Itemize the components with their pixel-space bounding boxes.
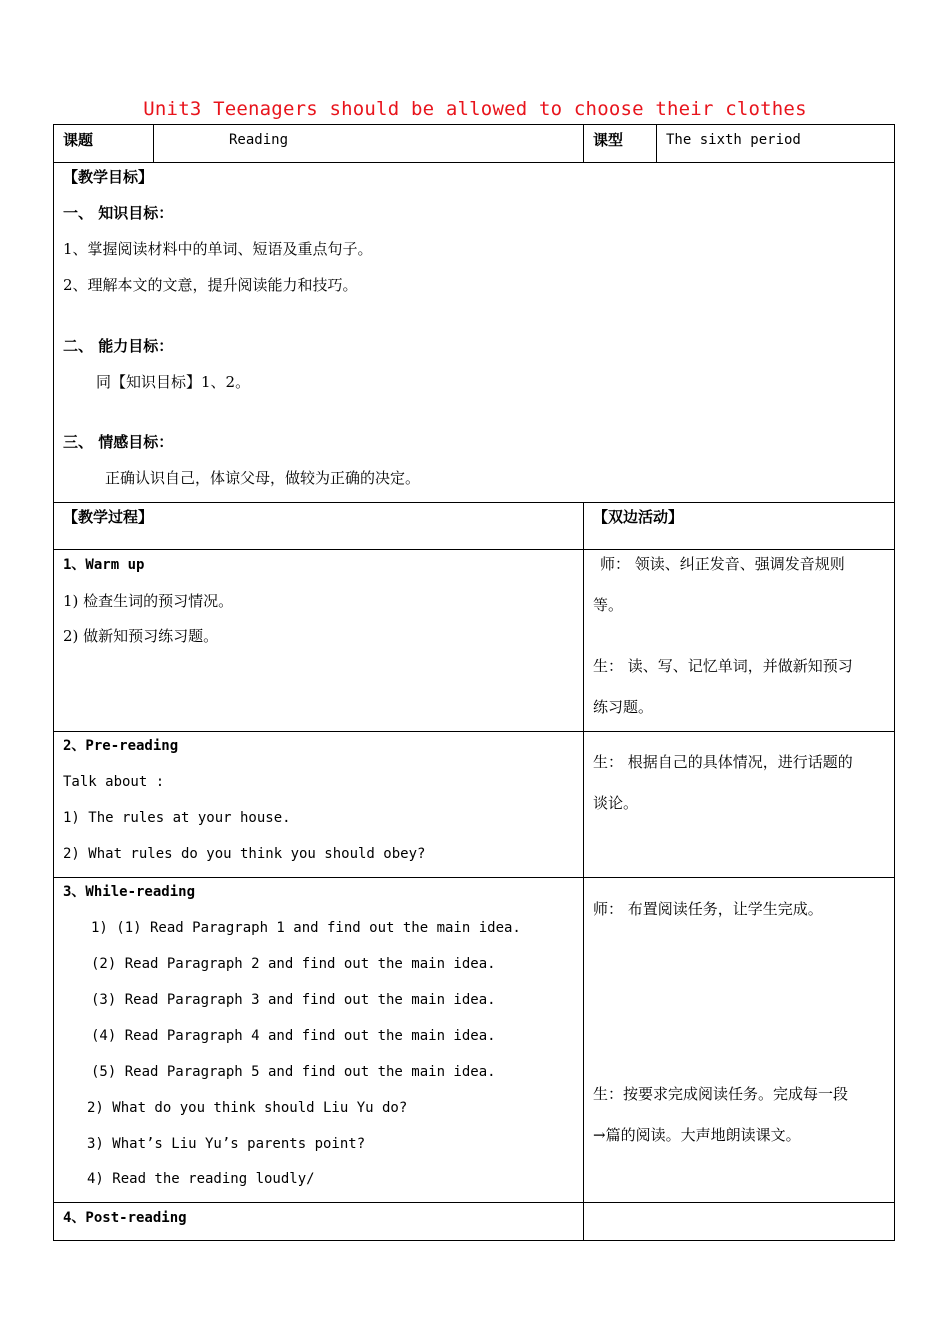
row-divider <box>53 502 895 503</box>
prereading-student-cont: 谈论。 <box>593 794 639 812</box>
warmup-item: 1) 检查生词的预习情况。 <box>63 592 234 610</box>
whilereading-question: 2) What do you think should Liu Yu do? <box>87 1100 408 1116</box>
knowledge-item: 1、掌握阅读材料中的单词、短语及重点句子。 <box>63 240 373 258</box>
prereading-student: 生： 根据自己的具体情况，进行话题的 <box>593 753 853 771</box>
emotion-label: 三、 情感目标： <box>63 433 174 451</box>
whilereading-item: (2) Read Paragraph 2 and find out the main idea. <box>91 956 496 972</box>
row-divider <box>53 1202 895 1203</box>
whilereading-item: 1) (1) Read Paragraph 1 and find out the main idea. <box>91 920 521 936</box>
col-divider <box>583 502 584 1241</box>
warmup-student-cont: 练习题。 <box>593 698 654 716</box>
ability-label: 二、 能力目标： <box>63 337 174 355</box>
activity-heading: 【双边活动】 <box>593 508 684 526</box>
row-divider <box>53 549 895 550</box>
whilereading-item: (5) Read Paragraph 5 and find out the main idea. <box>91 1064 496 1080</box>
prereading-title: 2、Pre-reading <box>63 738 179 754</box>
whilereading-question: 4) Read the reading loudly/ <box>87 1171 315 1187</box>
warmup-title: 1、Warm up <box>63 557 145 573</box>
warmup-teacher-cont: 等。 <box>593 596 624 614</box>
topic-label: 课题 <box>63 131 94 149</box>
row-divider <box>53 731 895 732</box>
knowledge-item: 2、理解本文的文意，提升阅读能力和技巧。 <box>63 276 358 294</box>
whilereading-title: 3、While-reading <box>63 884 196 900</box>
knowledge-label: 一、 知识目标： <box>63 204 174 222</box>
objectives-heading: 【教学目标】 <box>63 168 154 186</box>
type-label: 课型 <box>593 131 624 149</box>
whilereading-item: (4) Read Paragraph 4 and find out the main idea. <box>91 1028 496 1044</box>
prereading-item: 1) The rules at your house. <box>63 810 291 826</box>
col-divider <box>153 124 154 163</box>
col-divider <box>583 124 584 163</box>
row-divider <box>53 877 895 878</box>
warmup-teacher: 师： 领读、纠正发音、强调发音规则 <box>600 555 845 573</box>
emotion-text: 正确认识自己，体谅父母，做较为正确的决定。 <box>105 469 421 487</box>
warmup-item: 2) 做新知预习练习题。 <box>63 627 219 645</box>
warmup-student: 生： 读、写、记忆单词，并做新知预习 <box>593 657 853 675</box>
prereading-item: 2) What rules do you think you should obey? <box>63 846 426 862</box>
topic-value: Reading <box>229 132 289 148</box>
row-divider <box>53 162 895 163</box>
whilereading-question: 3) What’s Liu Yu’s parents point? <box>87 1136 366 1152</box>
prereading-talk: Talk about : <box>63 774 165 790</box>
col-divider <box>656 124 657 163</box>
process-heading: 【教学过程】 <box>63 508 154 526</box>
type-value: The sixth period <box>666 132 801 148</box>
whilereading-student-cont: →篇的阅读。大声地朗读课文。 <box>593 1126 801 1144</box>
whilereading-teacher: 师： 布置阅读任务，让学生完成。 <box>593 900 823 918</box>
document-title: Unit3 Teenagers should be allowed to choose their clothes <box>143 98 807 120</box>
table-border-right <box>894 124 895 1241</box>
ability-text: 同【知识目标】1、2。 <box>96 373 251 391</box>
table-border-bottom <box>53 1240 895 1241</box>
table-border-left <box>53 124 54 1241</box>
postreading-title: 4、Post-reading <box>63 1210 187 1226</box>
table-border-top <box>53 124 895 125</box>
whilereading-item: (3) Read Paragraph 3 and find out the main idea. <box>91 992 496 1008</box>
whilereading-student: 生：按要求完成阅读任务。完成每一段 <box>593 1085 849 1103</box>
